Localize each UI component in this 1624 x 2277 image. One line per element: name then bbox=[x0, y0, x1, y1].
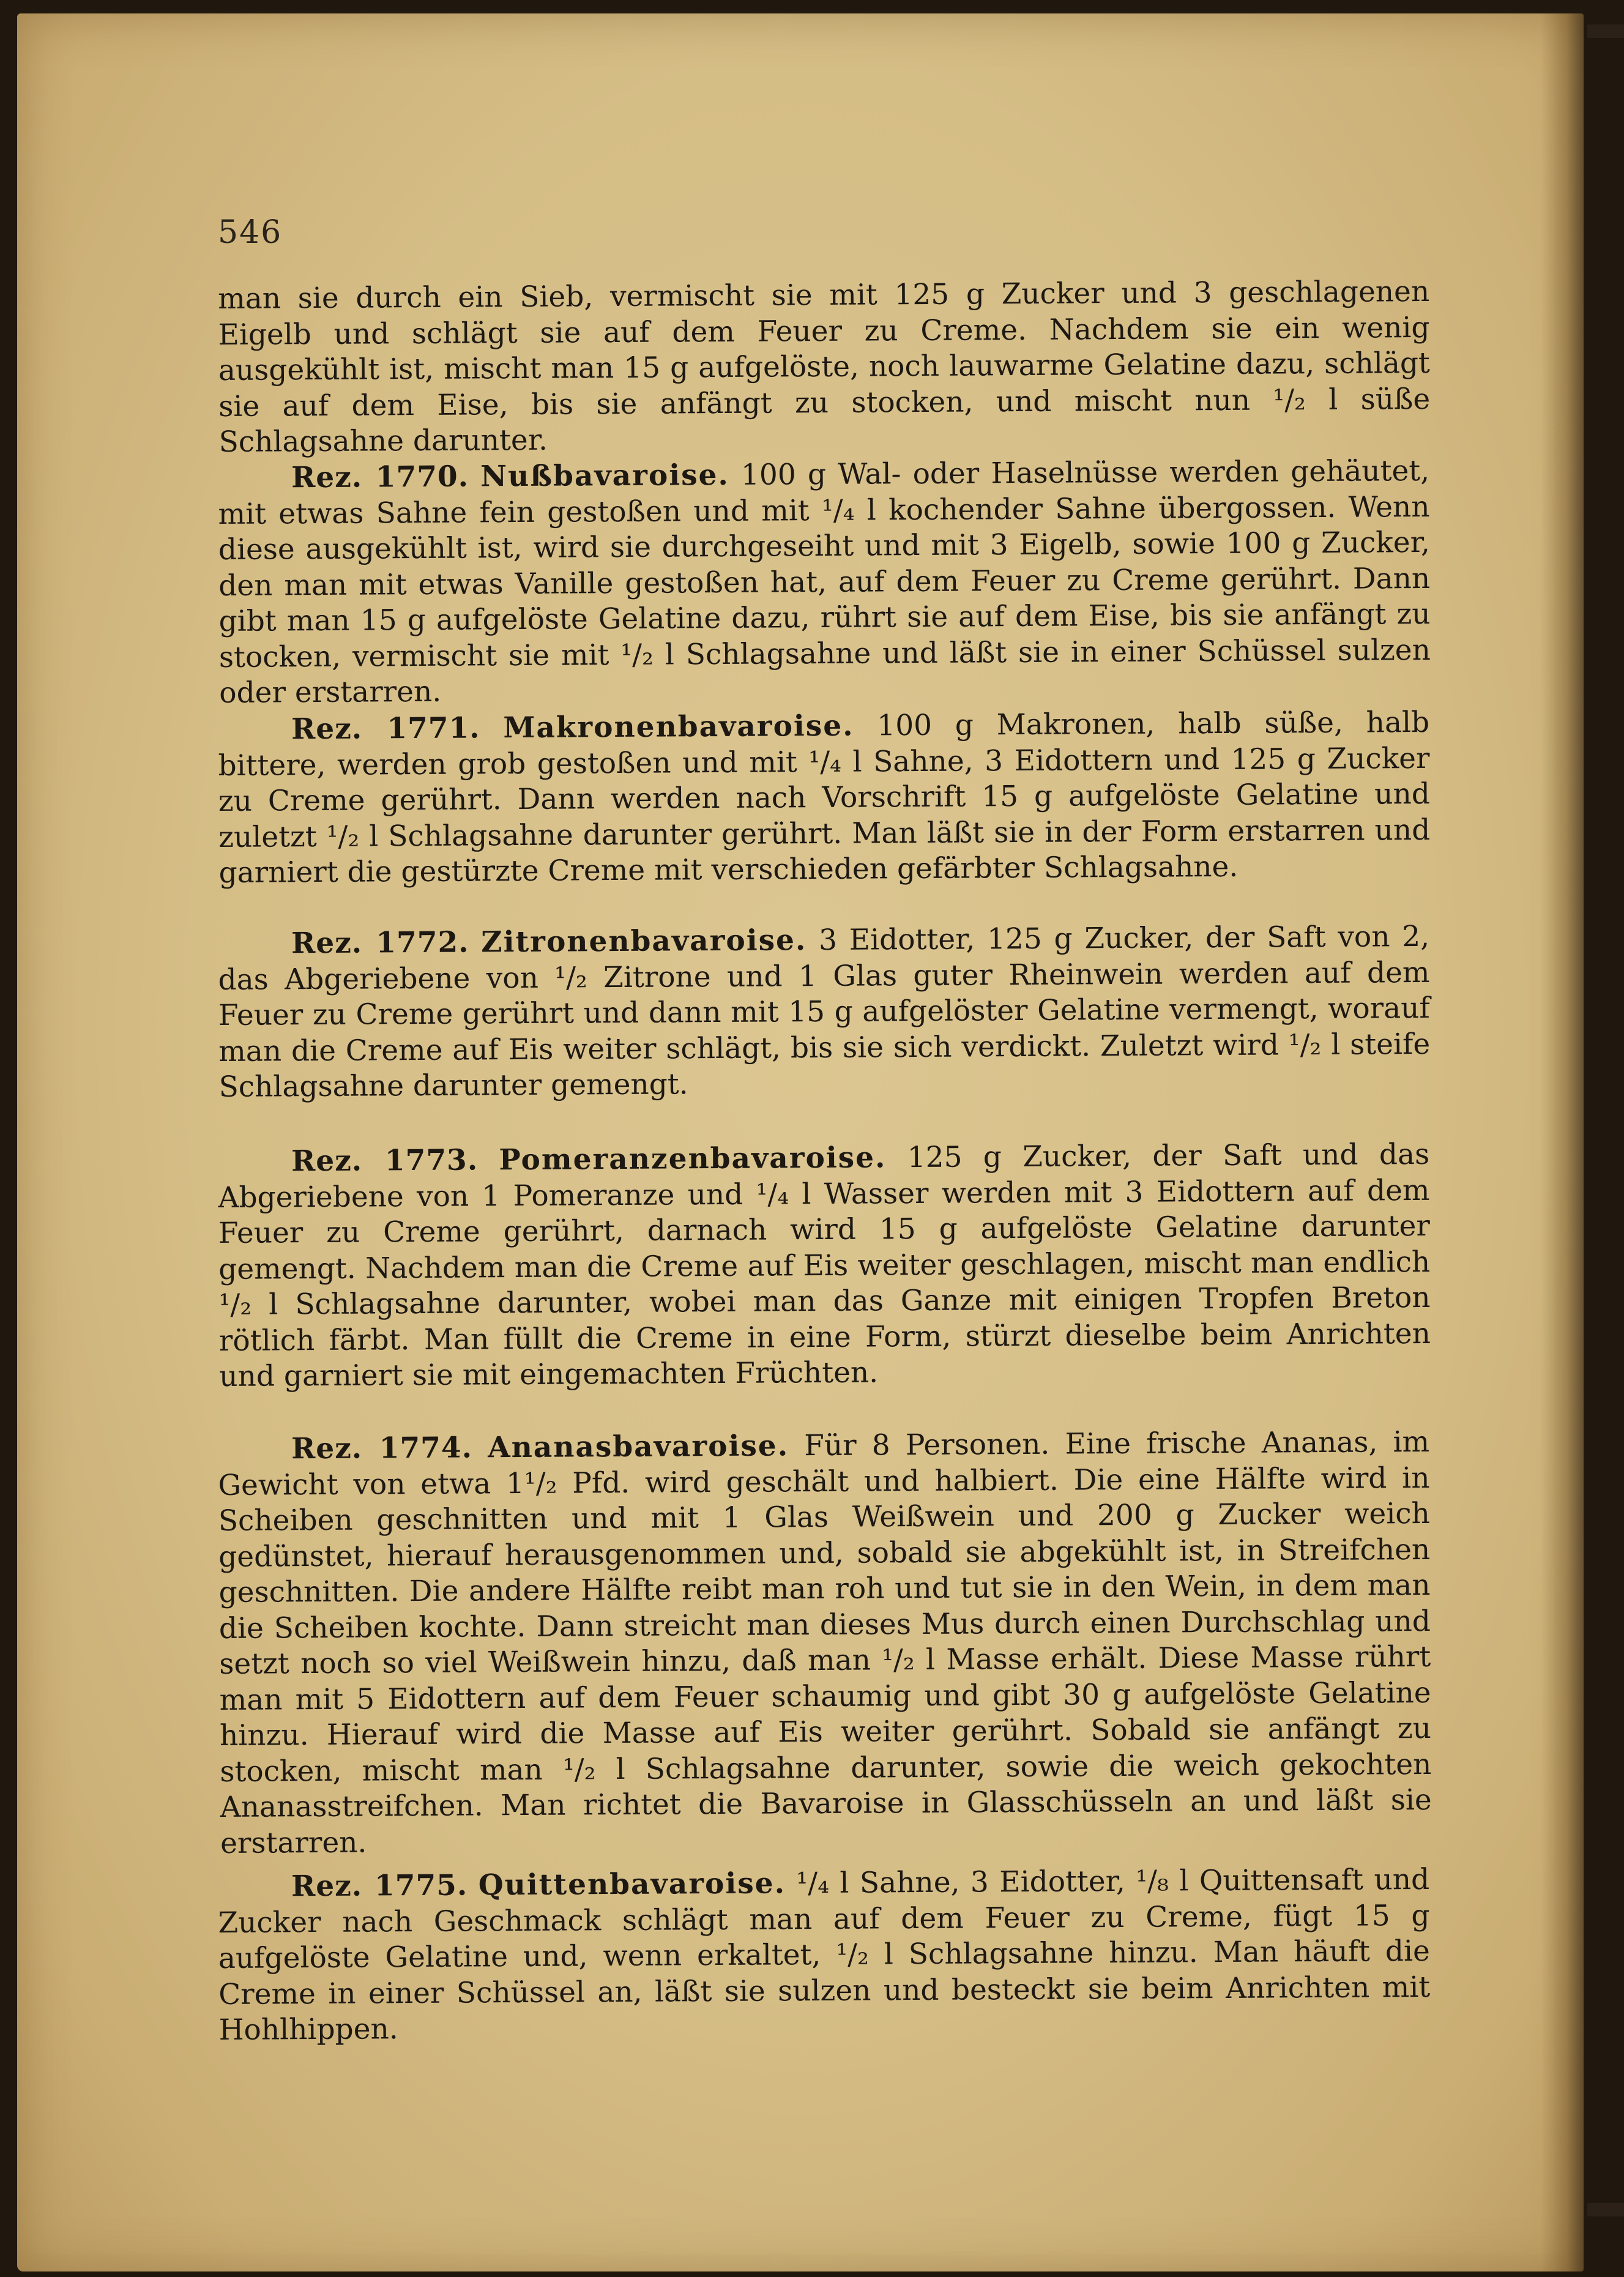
recipe-number: Rez. 1775. bbox=[291, 1868, 468, 1904]
recipe-1775 bbox=[218, 1862, 1431, 2049]
recipe-number: Rez. 1774. bbox=[291, 1431, 473, 1466]
paragraph-text: man sie durch ein Sieb, vermischt sie mit 125 g Zucker und 3 geschlagenen Eigelb und schlägt sie auf dem Feuer zu Creme. Nachdem sie ein wenig ausgekühlt ist, mischt man 15 g aufgelöste, noch lauwarme Gelatine dazu, schlägt sie auf dem Eise, bis sie anfängt zu stocken, und mischt nun ¹/₂ l süße Schlagsahne darunter. bbox=[218, 274, 1431, 459]
recipe-title: Pomeranzenbavaroise. bbox=[499, 1141, 887, 1177]
paragraph-continuation bbox=[218, 274, 1431, 461]
recipe-number: Rez. 1772. bbox=[291, 925, 469, 961]
recipe-title: Ananasbavaroise. bbox=[487, 1429, 789, 1465]
page-number: 546 bbox=[218, 214, 283, 251]
recipe-1774 bbox=[218, 1425, 1432, 1861]
recipe-text: 3 Eidotter, 125 g Zucker, der Saft von 2, das Abgeriebene von ¹/₂ Zitrone und 1 Glas guter Rheinwein werden auf dem Feuer zu Creme gerührt und dann mit 15 g aufgelöster Gelatine vermengt, worauf man die Creme auf Eis weiter schlägt, bis sie sich verdickt. Zuletzt wird ¹/₂ l steife Schlagsahne darunter gemengt. bbox=[218, 919, 1431, 1104]
recipe-text: ¹/₄ l Sahne, 3 Eidotter, ¹/₈ l Quittensaft und Zucker nach Geschmack schlägt man auf dem Feuer zu Creme, fügt 15 g aufgelöste Gelatine und, wenn erkaltet, ¹/₂ l Schlagsahne hinzu. Man häuft die Creme in einer Schüssel an, läßt sie sulzen und besteckt sie beim Anrichten mit Hohlhippen. bbox=[218, 1862, 1431, 2047]
recipe-1772 bbox=[218, 919, 1431, 1106]
page-gutter-shadow bbox=[1541, 13, 1584, 2271]
recipe-number: Rez. 1770. bbox=[291, 460, 469, 495]
recipe-text: 100 g Wal- oder Haselnüsse werden gehäutet, mit etwas Sahne fein gestoßen und mit ¹/₄ l kochender Sahne übergossen. Wenn diese ausgekühlt ist, wird sie durchgeseiht und mit 3 Eigelb, sowie 100 g Zucker, den man mit etwas Vanille gestoßen hat, auf dem Feuer zu Creme gerührt. Dann gibt man 15 g aufgelöste Gelatine dazu, rührt sie auf dem Eise, bis sie anfängt zu stocken, vermischt sie mit ¹/₂ l Schlagsahne und läßt sie in einer Schüssel sulzen oder erstarren. bbox=[218, 453, 1431, 710]
recipe-title: Makronenbavaroise. bbox=[503, 709, 854, 745]
recipe-title: Quittenbavaroise. bbox=[478, 1866, 786, 1902]
recipe-title: Zitronenbavaroise. bbox=[481, 923, 807, 960]
page-edge-mark bbox=[1587, 2203, 1624, 2216]
recipe-text: 125 g Zucker, der Saft und das Abgeriebene von 1 Pomeranze und ¹/₄ l Wasser werden mit 3 Eidottern auf dem Feuer zu Creme gerührt, darnach wird 15 g aufgelöste Gelatine darunter gemengt. Nachdem man die Creme auf Eis weiter geschlagen, mischt man endlich ¹/₂ l Schlagsahne darunter, wobei man das Ganze mit einigen Tropfen Breton rötlich färbt. Man füllt die Creme in eine Form, stürzt dieselbe beim Anrichten und garniert sie mit eingemachten Früchten. bbox=[218, 1137, 1431, 1393]
recipe-1773 bbox=[218, 1137, 1431, 1395]
recipe-1771 bbox=[218, 705, 1431, 892]
recipe-number: Rez. 1773. bbox=[291, 1143, 479, 1179]
recipe-1770 bbox=[218, 453, 1431, 712]
recipe-title: Nußbavaroise. bbox=[480, 458, 729, 494]
recipe-text: 100 g Makronen, halb süße, halb bittere, werden grob gestoßen und mit ¹/₄ l Sahne, 3 Eidottern und 125 g Zucker zu Creme gerührt. Dann werden nach Vorschrift 15 g aufgelöste Gelatine und zuletzt ¹/₂ l Schlagsahne darunter gerührt. Man läßt sie in der Form erstarren und garniert die gestürzte Creme mit verschieden gefärbter Schlagsahne. bbox=[218, 705, 1431, 890]
page-edge-mark bbox=[1587, 24, 1624, 38]
recipe-text: Für 8 Personen. Eine frische Ananas, im Gewicht von etwa 1¹/₂ Pfd. wird geschält und halbiert. Die eine Hälfte wird in Scheiben geschnitten und mit 1 Glas Weißwein und 200 g Zucker weich gedünstet, hierauf herausgenommen und, sobald sie abgekühlt ist, in Streifchen geschnitten. Die andere Hälfte reibt man roh und tut sie in den Wein, in dem man die Scheiben kochte. Dann streicht man dieses Mus durch einen Durchschlag und setzt noch so viel Weißwein hinzu, daß man ¹/₂ l Masse erhält. Diese Masse rührt man mit 5 Eidottern auf dem Feuer schaumig und gibt 30 g aufgelöste Gelatine hinzu. Hierauf wird die Masse auf Eis weiter gerührt. Sobald sie anfängt zu stocken, mischt man ¹/₂ l Schlagsahne darunter, sowie die weich gekochten Ananasstreifchen. Man richtet die Bavaroise in Glasschüsseln an und läßt sie erstarren. bbox=[218, 1425, 1432, 1860]
recipe-number: Rez. 1771. bbox=[291, 711, 480, 747]
